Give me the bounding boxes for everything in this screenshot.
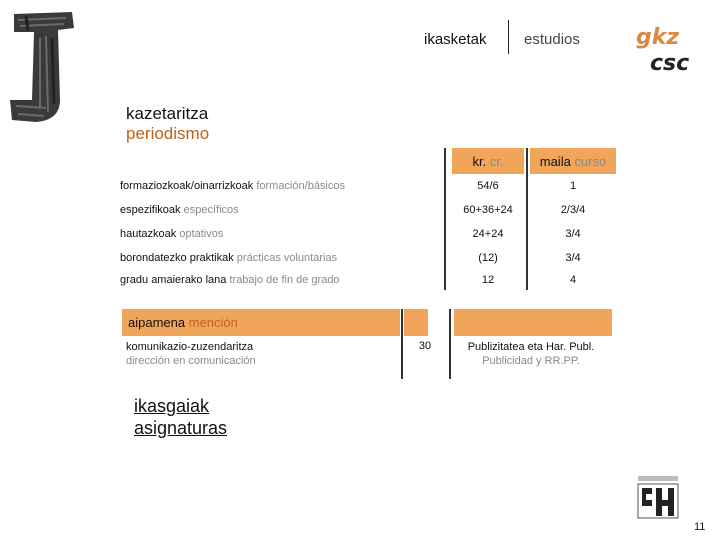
subjects-link-es: asignaturas bbox=[134, 418, 228, 438]
table-row-label: formaziozkoak/oinarrizkoak formación/básicos bbox=[120, 180, 345, 192]
mention-name bbox=[126, 340, 256, 368]
mention-value-es: Publicidad y RR.PP. bbox=[482, 355, 580, 367]
header-kr-eu: kr. bbox=[472, 153, 487, 169]
table-row-label: borondatezko praktikak prácticas voluntarias bbox=[120, 252, 338, 264]
row-course: 3/4 bbox=[565, 252, 581, 264]
row-course: 1 bbox=[569, 180, 577, 192]
header-maila-eu: maila bbox=[539, 153, 571, 169]
gkz-csc-logo bbox=[636, 20, 698, 74]
row-credits: 54/6 bbox=[477, 180, 499, 192]
page-number: 11 bbox=[694, 521, 706, 533]
mention-header-eu: aipamena bbox=[128, 315, 186, 330]
mention-credits: 30 bbox=[418, 340, 432, 352]
nav-estudios[interactable]: estudios bbox=[524, 31, 580, 48]
mention-name-es: dirección en comunicación bbox=[126, 355, 256, 367]
header-course bbox=[530, 148, 616, 174]
mention-separator-right bbox=[449, 309, 451, 379]
row-credits: (12) bbox=[478, 252, 498, 264]
section-title bbox=[126, 104, 209, 144]
mention-header-es: mención bbox=[188, 315, 238, 330]
mention-header-value-cell bbox=[454, 309, 612, 336]
row-credits: 24+24 bbox=[472, 228, 504, 240]
mention-value bbox=[452, 340, 610, 368]
subjects-link[interactable] bbox=[134, 395, 227, 439]
header-maila-es: curso bbox=[574, 153, 607, 169]
mention-header bbox=[122, 309, 400, 336]
table-separator-middle bbox=[526, 148, 528, 290]
mention-header-credits-cell bbox=[404, 309, 428, 336]
gkz-logo-text: gkz bbox=[636, 25, 680, 50]
row-course: 3/4 bbox=[565, 228, 581, 240]
table-row-label: gradu amaierako lana trabajo de fin de grado bbox=[120, 274, 340, 286]
table-row-label: espezifikoak específicos bbox=[120, 204, 239, 216]
row-course: 4 bbox=[569, 274, 577, 286]
row-credits: 12 bbox=[481, 274, 495, 286]
nav-divider bbox=[508, 20, 509, 54]
subjects-link-eu: ikasgaiak bbox=[134, 396, 210, 416]
header-kr-es: cr. bbox=[489, 153, 504, 169]
header-credits bbox=[452, 148, 524, 174]
university-logo bbox=[634, 474, 682, 520]
brush-number-logo bbox=[6, 8, 78, 126]
mention-name-eu: komunikazio-zuzendaritza bbox=[126, 341, 254, 353]
table-row-label: hautazkoak optativos bbox=[120, 228, 224, 240]
row-course: 2/3/4 bbox=[560, 204, 586, 216]
csc-logo-text: csc bbox=[650, 51, 690, 74]
mention-value-eu: Publizitatea eta Har. Publ. bbox=[467, 341, 595, 353]
section-title-eu: kazetaritza bbox=[126, 104, 209, 123]
section-title-es: periodismo bbox=[126, 124, 210, 143]
row-credits: 60+36+24 bbox=[463, 204, 513, 216]
nav-ikasketak[interactable]: ikasketak bbox=[424, 31, 487, 48]
mention-separator-left bbox=[401, 309, 403, 379]
table-separator-left bbox=[444, 148, 446, 290]
